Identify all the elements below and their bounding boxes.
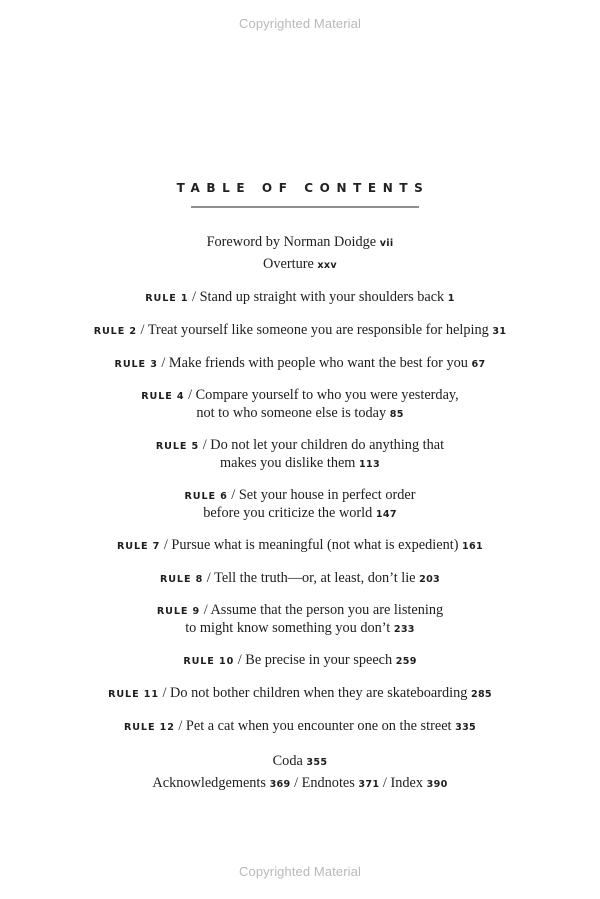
toc-entry-rule-5-continued xyxy=(0,455,600,472)
entry-title: Coda xyxy=(272,753,303,769)
rule-title-continued: not to who someone else is today xyxy=(196,405,387,421)
toc-entry-rule-2 xyxy=(0,322,600,339)
rule-title: / Do not let your children do anything that xyxy=(199,437,445,453)
toc-entry-foreword xyxy=(0,234,600,251)
entry-title: Foreword by Norman Doidge xyxy=(206,234,377,250)
toc-entry-rule-8 xyxy=(0,570,600,587)
page-number: 85 xyxy=(389,409,404,420)
rule-title: / Tell the truth—or, at least, don’t lie xyxy=(203,570,416,586)
toc-entry-rule-4 xyxy=(0,387,600,404)
page-number: 233 xyxy=(393,624,415,635)
toc-entry-rule-10 xyxy=(0,652,600,669)
rule-label: RULE 1 xyxy=(145,293,189,304)
rule-label: RULE 6 xyxy=(184,491,228,502)
rule-label: RULE 5 xyxy=(155,441,200,452)
rule-title: / Pet a cat when you encounter one on the street xyxy=(174,718,452,734)
rule-label: RULE 12 xyxy=(123,722,175,733)
toc-entry-back-matter xyxy=(0,775,600,792)
toc-entry-rule-5 xyxy=(0,437,600,454)
rule-title-continued: makes you dislike them xyxy=(220,455,356,471)
title-underline xyxy=(191,206,419,208)
rule-label: RULE 10 xyxy=(183,656,235,667)
entry-title-acknowledgements: Acknowledgements xyxy=(152,775,266,791)
entry-title-endnotes: Endnotes xyxy=(301,775,355,791)
rule-title: / Do not bother children when they are skateboarding xyxy=(158,685,468,701)
toc-entry-rule-7 xyxy=(0,537,600,554)
rule-title: / Pursue what is meaningful (not what is expedient) xyxy=(160,537,459,553)
rule-label: RULE 9 xyxy=(156,606,201,617)
rule-title-continued: to might know something you don’t xyxy=(185,620,391,636)
page-number: 1 xyxy=(447,293,455,304)
page-number: 390 xyxy=(426,779,448,790)
rule-title: / Compare yourself to who you were yesterday, xyxy=(184,387,459,403)
toc-entry-rule-3 xyxy=(0,355,600,372)
page-number: 147 xyxy=(375,509,397,520)
rule-label: RULE 3 xyxy=(114,359,158,370)
toc-entry-overture xyxy=(0,256,600,273)
rule-title-continued: before you criticize the world xyxy=(203,505,373,521)
toc-entry-coda xyxy=(0,753,600,770)
rule-label: RULE 7 xyxy=(117,541,161,552)
rule-label: RULE 2 xyxy=(93,326,137,337)
page-number: 203 xyxy=(419,574,441,585)
rule-label: RULE 11 xyxy=(108,689,159,700)
rule-title: / Set your house in perfect order xyxy=(227,487,416,503)
toc-entry-rule-4-continued xyxy=(0,405,600,422)
toc-entry-rule-9 xyxy=(0,602,600,619)
page-number: 371 xyxy=(358,779,380,790)
page-number: 113 xyxy=(359,459,380,470)
toc-entry-rule-9-continued xyxy=(0,620,600,637)
rule-title: / Make friends with people who want the best for you xyxy=(157,355,468,371)
page-number: 67 xyxy=(471,359,486,370)
page-number: xxv xyxy=(317,260,337,271)
page-number: 161 xyxy=(462,541,483,552)
rule-title: / Be precise in your speech xyxy=(234,652,393,668)
entry-title-index: Index xyxy=(390,775,424,791)
toc-entry-rule-1 xyxy=(0,289,600,306)
rule-label: RULE 4 xyxy=(141,391,185,402)
toc-entry-rule-6-continued xyxy=(0,505,600,522)
rule-title: / Assume that the person you are listening xyxy=(200,602,444,618)
page-number: 259 xyxy=(395,656,417,667)
entry-title: Overture xyxy=(263,256,314,272)
rule-label: RULE 8 xyxy=(159,574,204,585)
page-number: 355 xyxy=(306,757,328,768)
separator: / xyxy=(290,775,302,791)
rule-title: / Treat yourself like someone you are responsible for helping xyxy=(136,322,489,338)
toc-title: TABLE OF CONTENTS xyxy=(176,181,430,195)
watermark-bottom: Copyrighted Material xyxy=(239,864,361,879)
rule-title: / Stand up straight with your shoulders back xyxy=(188,289,445,305)
toc-entry-rule-6 xyxy=(0,487,600,504)
page-number: 335 xyxy=(455,722,477,733)
separator: / xyxy=(379,775,391,791)
page-number: vii xyxy=(379,238,394,249)
toc-entry-rule-11 xyxy=(0,685,600,702)
watermark-top: Copyrighted Material xyxy=(239,16,361,31)
toc-entry-rule-12 xyxy=(0,718,600,735)
page-number: 31 xyxy=(492,326,507,337)
page-number: 369 xyxy=(269,779,291,790)
page-number: 285 xyxy=(470,689,492,700)
